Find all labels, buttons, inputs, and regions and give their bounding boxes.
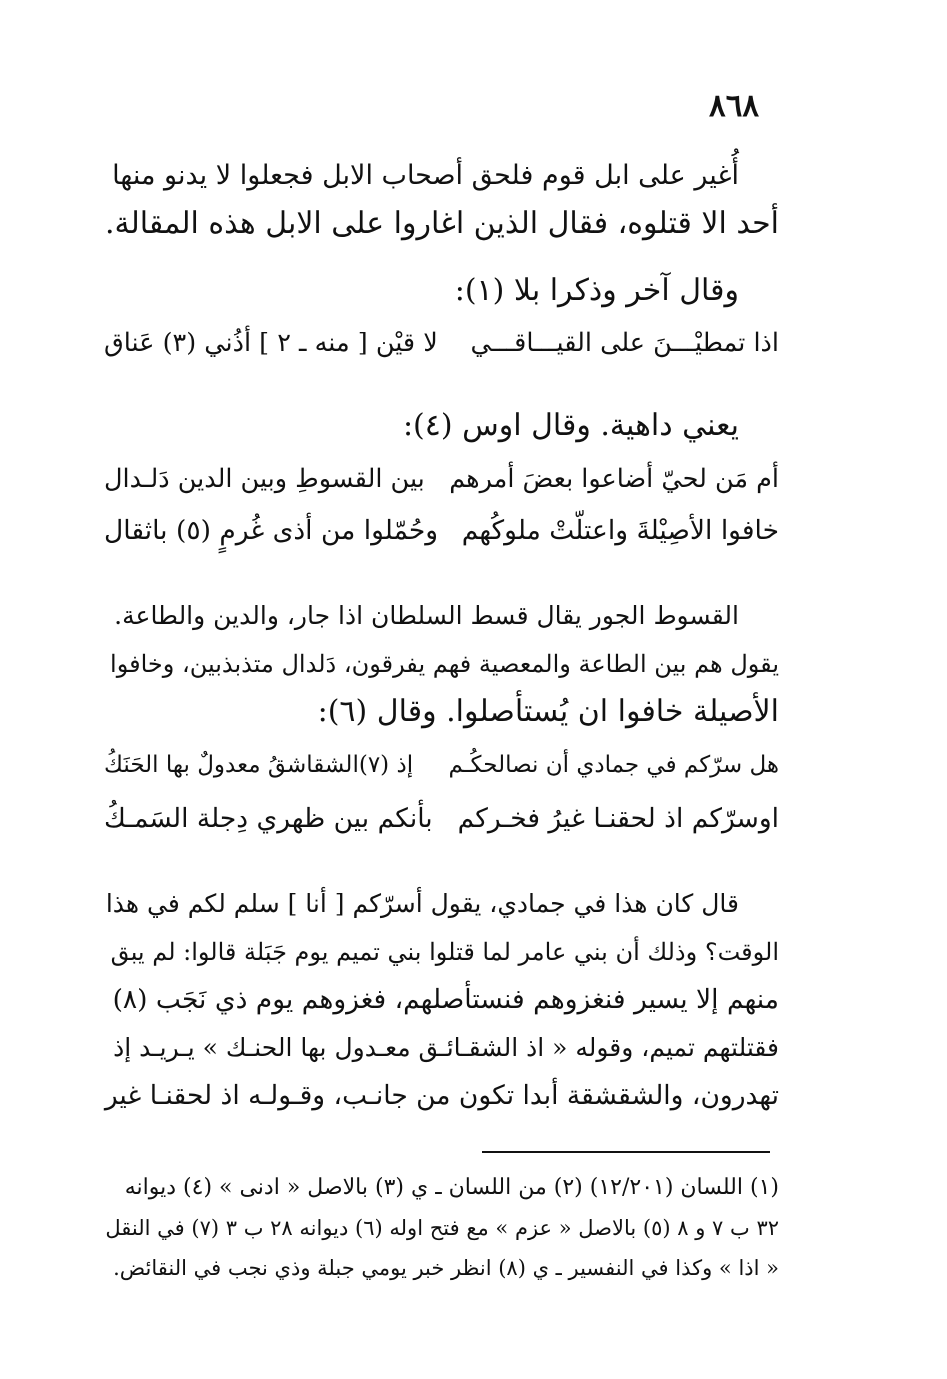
verse-hemistich-first: هل سرّكم في جمادي أن نصالحكُـم (448, 752, 779, 778)
verse-row (104, 752, 779, 800)
text-line: أُغير على ابل قوم فلحق أصحاب الابل فجعلوا لا يدنو منها (112, 160, 739, 191)
verse-row (104, 464, 779, 512)
page-number: ٨٦٨ (709, 88, 759, 124)
verse-hemistich-second: وحُمّلوا من أذى غُرمٍ (٥) باثقال (104, 515, 439, 546)
footnotes (104, 1168, 779, 1288)
text-line: يقول هم بين الطاعة والمعصية فهم يفرقون، دَلدال متذبذبين، وخافوا (110, 650, 779, 678)
verse-hemistich-first: اذا تمطيْـــنَ على القيـــاقـــي (470, 328, 779, 358)
verse-hemistich-first: أم مَن لحيّ أضاعوا بعضَ أمرهم (449, 464, 779, 494)
verse-row (104, 803, 779, 851)
verse-hemistich-second: بين القسوطِ وبين الدين دَلـدال (104, 464, 425, 494)
intro-line-1 (104, 267, 779, 315)
text-line: قال كان هذا في جمادي، يقول أسرّكم [ أنا ] سلم لكم في هذا (105, 889, 739, 918)
text-line: أحد الا قتلوه، فقال الذين اغاروا على الابل هذه المقالة. (105, 206, 779, 241)
footnote-line: ٣٢ ب ٧ و ٨ (٥) بالاصل « عزم » مع فتح اوله (٦) ديوانه ٢٨ ب ٣ (٧) في النقل (105, 1216, 779, 1240)
text-line: الوقت؟ وذلك أن بني عامر لما قتلوا بني تميم يوم جَبَلة قالوا: لم يبق (110, 938, 779, 966)
text-line: تهدرون، والشقشقة أبدا تكون من جانـب، وقـولـه اذ لحقنـا غير (104, 1080, 779, 1111)
text-line: الأصيلة خافوا ان يُستأصلوا. وقال (٦): (317, 694, 779, 729)
intro-line-2 (104, 402, 779, 450)
text-line: يعني داهية. وقال اوس (٤): (402, 408, 739, 443)
footnote-line: (١) اللسان (١٢/٢٠١) (٢) من اللسان ـ ي (٣) بالاصل « ادنى » (٤) ديوانه (124, 1175, 779, 1200)
text-line: منهم إلا يسير فنغزوهم فنستأصلهم، فغزوهم يوم ذي نَجَب (٨) (112, 984, 779, 1015)
verse-row (104, 328, 779, 376)
footnote-divider (482, 1151, 770, 1153)
paragraph-1 (104, 152, 779, 248)
footnote-line: « اذا » وكذا في النفسير ـ ي (٨) انظر خبر يومي جبلة وذي نجب في النقائض. (113, 1256, 779, 1280)
paragraph-3 (104, 880, 779, 1120)
verse-row (104, 515, 779, 563)
text-line: وقال آخر وذكرا بلا (١): (454, 273, 739, 308)
text-line: القسوط الجور يقال قسط السلطان اذا جار، والدين والطاعة. (114, 601, 739, 630)
verse-hemistich-first: اوسرّكم اذ لحقنـا غيرُ فخـركم (457, 803, 779, 834)
verse-hemistich-second: إذ (٧)الشقاشقُ معدولٌ بها الحَنَكُ (104, 752, 414, 778)
text-line: فقتلتهم تميم، وقوله « اذ الشقـائـق معـدول بها الحنـك » يـريـد إذ (113, 1033, 779, 1062)
paragraph-2 (104, 592, 779, 736)
verse-hemistich-second: بأنكم بين ظهري دِجلة السَمـكُ (104, 803, 433, 834)
verse-hemistich-second: لا قيْن [ منه ـ ٢ ] أذُني (٣) عَناق (104, 328, 438, 358)
verse-hemistich-first: خافوا الأصِيْلةَ واعتلّتْ ملوكُهم (461, 515, 779, 546)
